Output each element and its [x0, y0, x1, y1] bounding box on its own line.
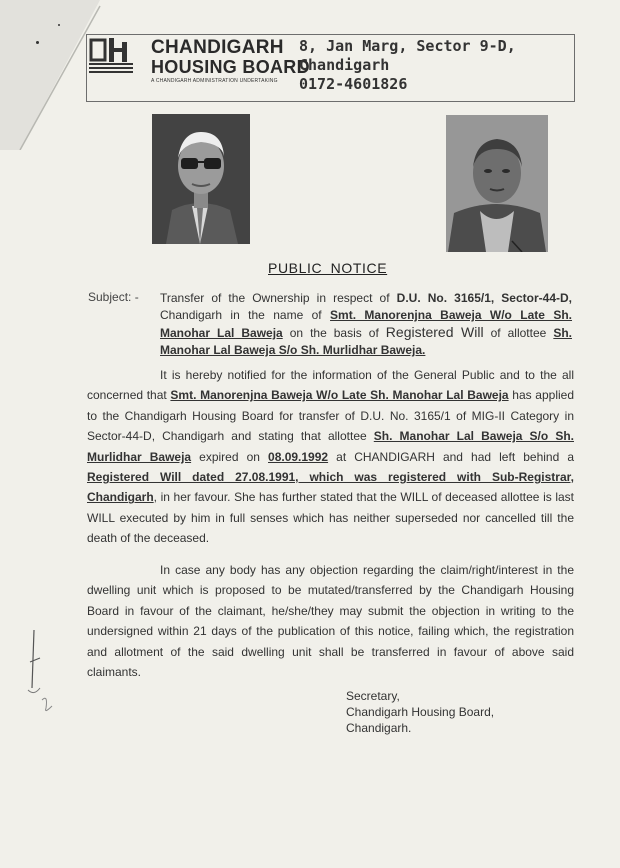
claimant-name: Smt. Manorenjna Baweja W/o Late Sh. Manohar Lal Baweja: [170, 388, 509, 403]
chb-logo-icon: [89, 38, 133, 74]
paragraph-text-run: , in her favour. She has further stated that the WILL of deceased allottee is last WILL executed by him in full senses which has neither superseded nor cancelled till the death of the deceased.: [87, 490, 574, 546]
letterhead: [86, 34, 575, 102]
signature-org: Chandigarh Housing Board,: [346, 705, 495, 719]
subject-label: Subject: -: [88, 290, 139, 304]
subject-claimant-name: Smt. Manorenjna Baweja W/o Late Sh. Manohar Lal Baweja: [160, 308, 573, 340]
subject-registered-will: Registered Will: [385, 324, 484, 340]
org-tagline: A CHANDIGARH ADMINISTRATION UNDERTAKING: [151, 78, 278, 84]
paragraph-text-run: has applied to the Chandigarh Housing Board for transfer of D.U. No. 3165/1 of MIG-II Category in Sector-44-D, Chandigarh and stating that allottee: [87, 388, 575, 444]
subject-du-number: D.U. No. 3165/1, Sector-44-D,: [396, 291, 572, 305]
notice-paragraph-1: [87, 365, 574, 549]
subject-text: [160, 290, 572, 359]
phone-number: 0172-4601826: [299, 75, 408, 93]
scan-speck: [58, 24, 60, 26]
org-name-line-2: HOUSING BOARD: [151, 57, 310, 77]
subject-allottee-name: Sh. Manohar Lal Baweja S/o Sh. Murlidhar Baweja.: [160, 326, 572, 357]
scan-speck: [36, 41, 39, 44]
paragraph-text-run: expired on: [191, 449, 269, 464]
will-registration: Registered Will dated 27.08.1991, which was registered with Sub-Registrar, Chandigarh: [87, 470, 574, 505]
subject-text-run: Transfer of the Ownership in respect of: [160, 291, 397, 305]
handwritten-margin-mark: [26, 628, 66, 718]
address-line-1: 8, Jan Marg, Sector 9-D,: [299, 37, 516, 55]
subject-text-run: of allottee: [483, 326, 554, 340]
subject-text-run: on the basis of: [282, 326, 386, 340]
subject-text-run: Chandigarh in the name of: [160, 308, 331, 322]
notice-title: PUBLIC NOTICE: [268, 260, 388, 276]
date-of-death: 08.09.1992: [268, 449, 329, 464]
allottee-name: Sh. Manohar Lal Baweja S/o Sh. Murlidhar Baweja: [87, 429, 574, 464]
paragraph-text-run: It is hereby notified for the information of the General Public and to the all concerned that: [87, 368, 574, 403]
photo-allottee: [152, 114, 250, 244]
paragraph-text-run: at CHANDIGARH and had left behind a: [328, 449, 574, 464]
signature-title: Secretary,: [346, 689, 400, 703]
notice-paragraph-2: In case any body has any objection regarding the claim/right/interest in the dwelling unit which is proposed to be mutated/transferred by the Chandigarh Housing Board in favour of the claimant, he/she/they may submit the objection in writing to the undersigned within 21 days of the publication of this notice, failing which, the registration and allotment of the said dwelling unit shall be transferred in favour of above said claimants.: [87, 563, 574, 680]
photo-claimant: [446, 115, 548, 252]
address-line-2: Chandigarh: [299, 56, 390, 74]
org-name-line-1: CHANDIGARH: [151, 37, 284, 58]
signature-city: Chandigarh.: [346, 721, 412, 735]
